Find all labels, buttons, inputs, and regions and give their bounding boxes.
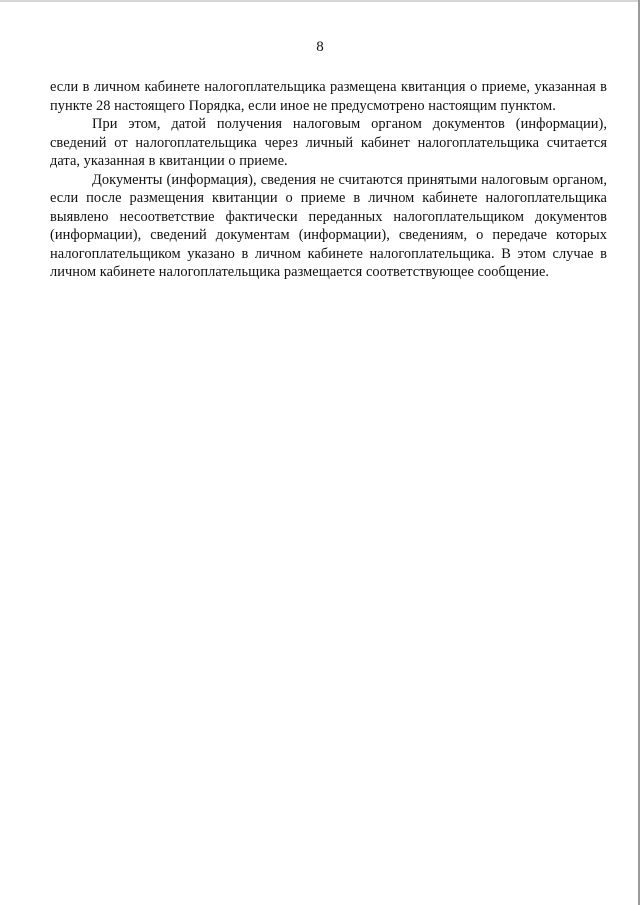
paragraph-continuation: если в личном кабинете налогоплательщика размещена квитанция о приеме, указанная в пункте 28 настоящего Порядка, если иное не предусмотрено настоящим пунктом.	[50, 79, 607, 114]
paragraph-not-accepted: Документы (информация), сведения не считаются принятыми налоговым органом, если после размещения квитанции о приеме в личном кабинете налогоплательщика выявлено несоответствие фактически переданных налогоплательщиком документов (информации), сведений документам (информации), сведениям, о передаче которых налогоплательщиком указано в личном кабинете налогоплательщика. В этом случае в личном кабинете налогоплательщика размещается соответствующее сообщение.	[50, 171, 607, 280]
document-body	[50, 78, 607, 282]
paragraph-receipt-date: При этом, датой получения налоговым органом документов (информации), сведений от налогоплательщика через личный кабинет налогоплательщика считается дата, указанная в квитанции о приеме.	[50, 116, 607, 169]
page-top-edge	[0, 0, 640, 2]
page-number: 8	[316, 39, 324, 55]
